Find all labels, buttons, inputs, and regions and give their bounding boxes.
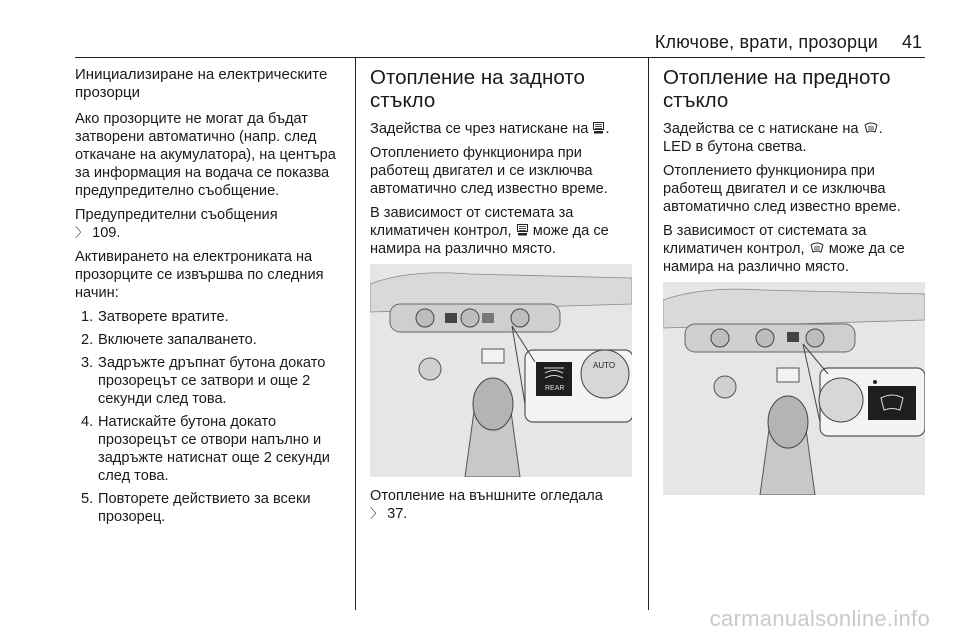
list-item: 4. Натискайте бутона докато прозорецът се отвори напълно и задръжте натиснат още 2 секунди след това. <box>81 414 330 484</box>
header-divider <box>75 57 925 58</box>
paragraph-warning-ref <box>75 206 347 242</box>
cross-reference-arrow-icon: 〉 <box>370 506 384 521</box>
windscreen-heater-icon <box>864 122 878 134</box>
rear-window-heater-icon <box>593 122 604 134</box>
list-item: 5. Повторете действието за всеки прозорец. <box>81 491 311 525</box>
column-divider-2 <box>648 58 649 610</box>
paragraph: Ако прозорците не могат да бъдат затворени автоматично (напр. след откачане на акумулатора), на центъра за информация на водача се показва предупредително съобщение. <box>75 111 336 199</box>
list-item: 1. Затворете вратите. <box>81 309 229 325</box>
windscreen-heater-icon <box>810 242 824 254</box>
paragraph: Задейства се чрез натискане на . <box>370 121 610 137</box>
paragraph-mirror-ref: Отопление на външните огледала 〉 37. <box>370 488 603 522</box>
section-heading-front-heating: Отопление на предното стъкло <box>663 66 891 112</box>
paragraph: Задейства се с натискане на . LED в бутона светва. <box>663 121 883 155</box>
rear-heater-console-illustration <box>370 264 632 477</box>
paragraph: Активирането на електрониката на прозорците се извършва по следния начин: <box>75 249 324 301</box>
page-header <box>0 0 960 56</box>
column-rear-window-heating <box>370 66 642 529</box>
column-window-initialization <box>75 66 347 531</box>
section-heading-window-init: Инициализиране на електрическите прозорци <box>75 66 328 101</box>
windscreen-heater-console-illustration <box>663 282 925 495</box>
chapter-title: Ключове, врати, прозорци <box>654 32 878 52</box>
auto-button-label: AUTO <box>593 361 616 370</box>
page-number: 41 <box>901 32 922 52</box>
watermark: carmanualsonline.info <box>709 606 930 631</box>
column-windscreen-heating <box>663 66 935 505</box>
page-reference-link[interactable]: 109. <box>92 225 121 241</box>
list-item: 2. Включете запалването. <box>81 332 257 348</box>
paragraph: В зависимост от системата за климатичен контрол, може да се намира на различно място. <box>663 223 905 275</box>
column-divider-1 <box>355 58 356 610</box>
paragraph: Отоплението функционира при работещ двигател и се изключва автоматично след известно време. <box>370 145 608 197</box>
list-item: 3. Задръжте дръпнат бутона докато прозорецът се затвори и още 2 секунди след това. <box>81 355 326 407</box>
section-heading-rear-heating: Отопление на задното стъкло <box>370 66 585 112</box>
console-drawing <box>663 282 925 495</box>
paragraph: Отоплението функционира при работещ двигател и се изключва автоматично след известно време. <box>663 163 901 215</box>
console-drawing <box>370 264 632 477</box>
cross-reference-arrow-icon: 〉 <box>75 225 89 240</box>
page-reference-link[interactable]: 37. <box>387 506 408 522</box>
warning-messages-text: Предупредителни съобщения <box>75 207 278 223</box>
paragraph: В зависимост от системата за климатичен контрол, може да се намира на различно място. <box>370 205 609 257</box>
rear-button-label: REAR <box>545 385 565 392</box>
steps-list <box>75 308 347 526</box>
rear-window-heater-icon <box>517 224 528 236</box>
